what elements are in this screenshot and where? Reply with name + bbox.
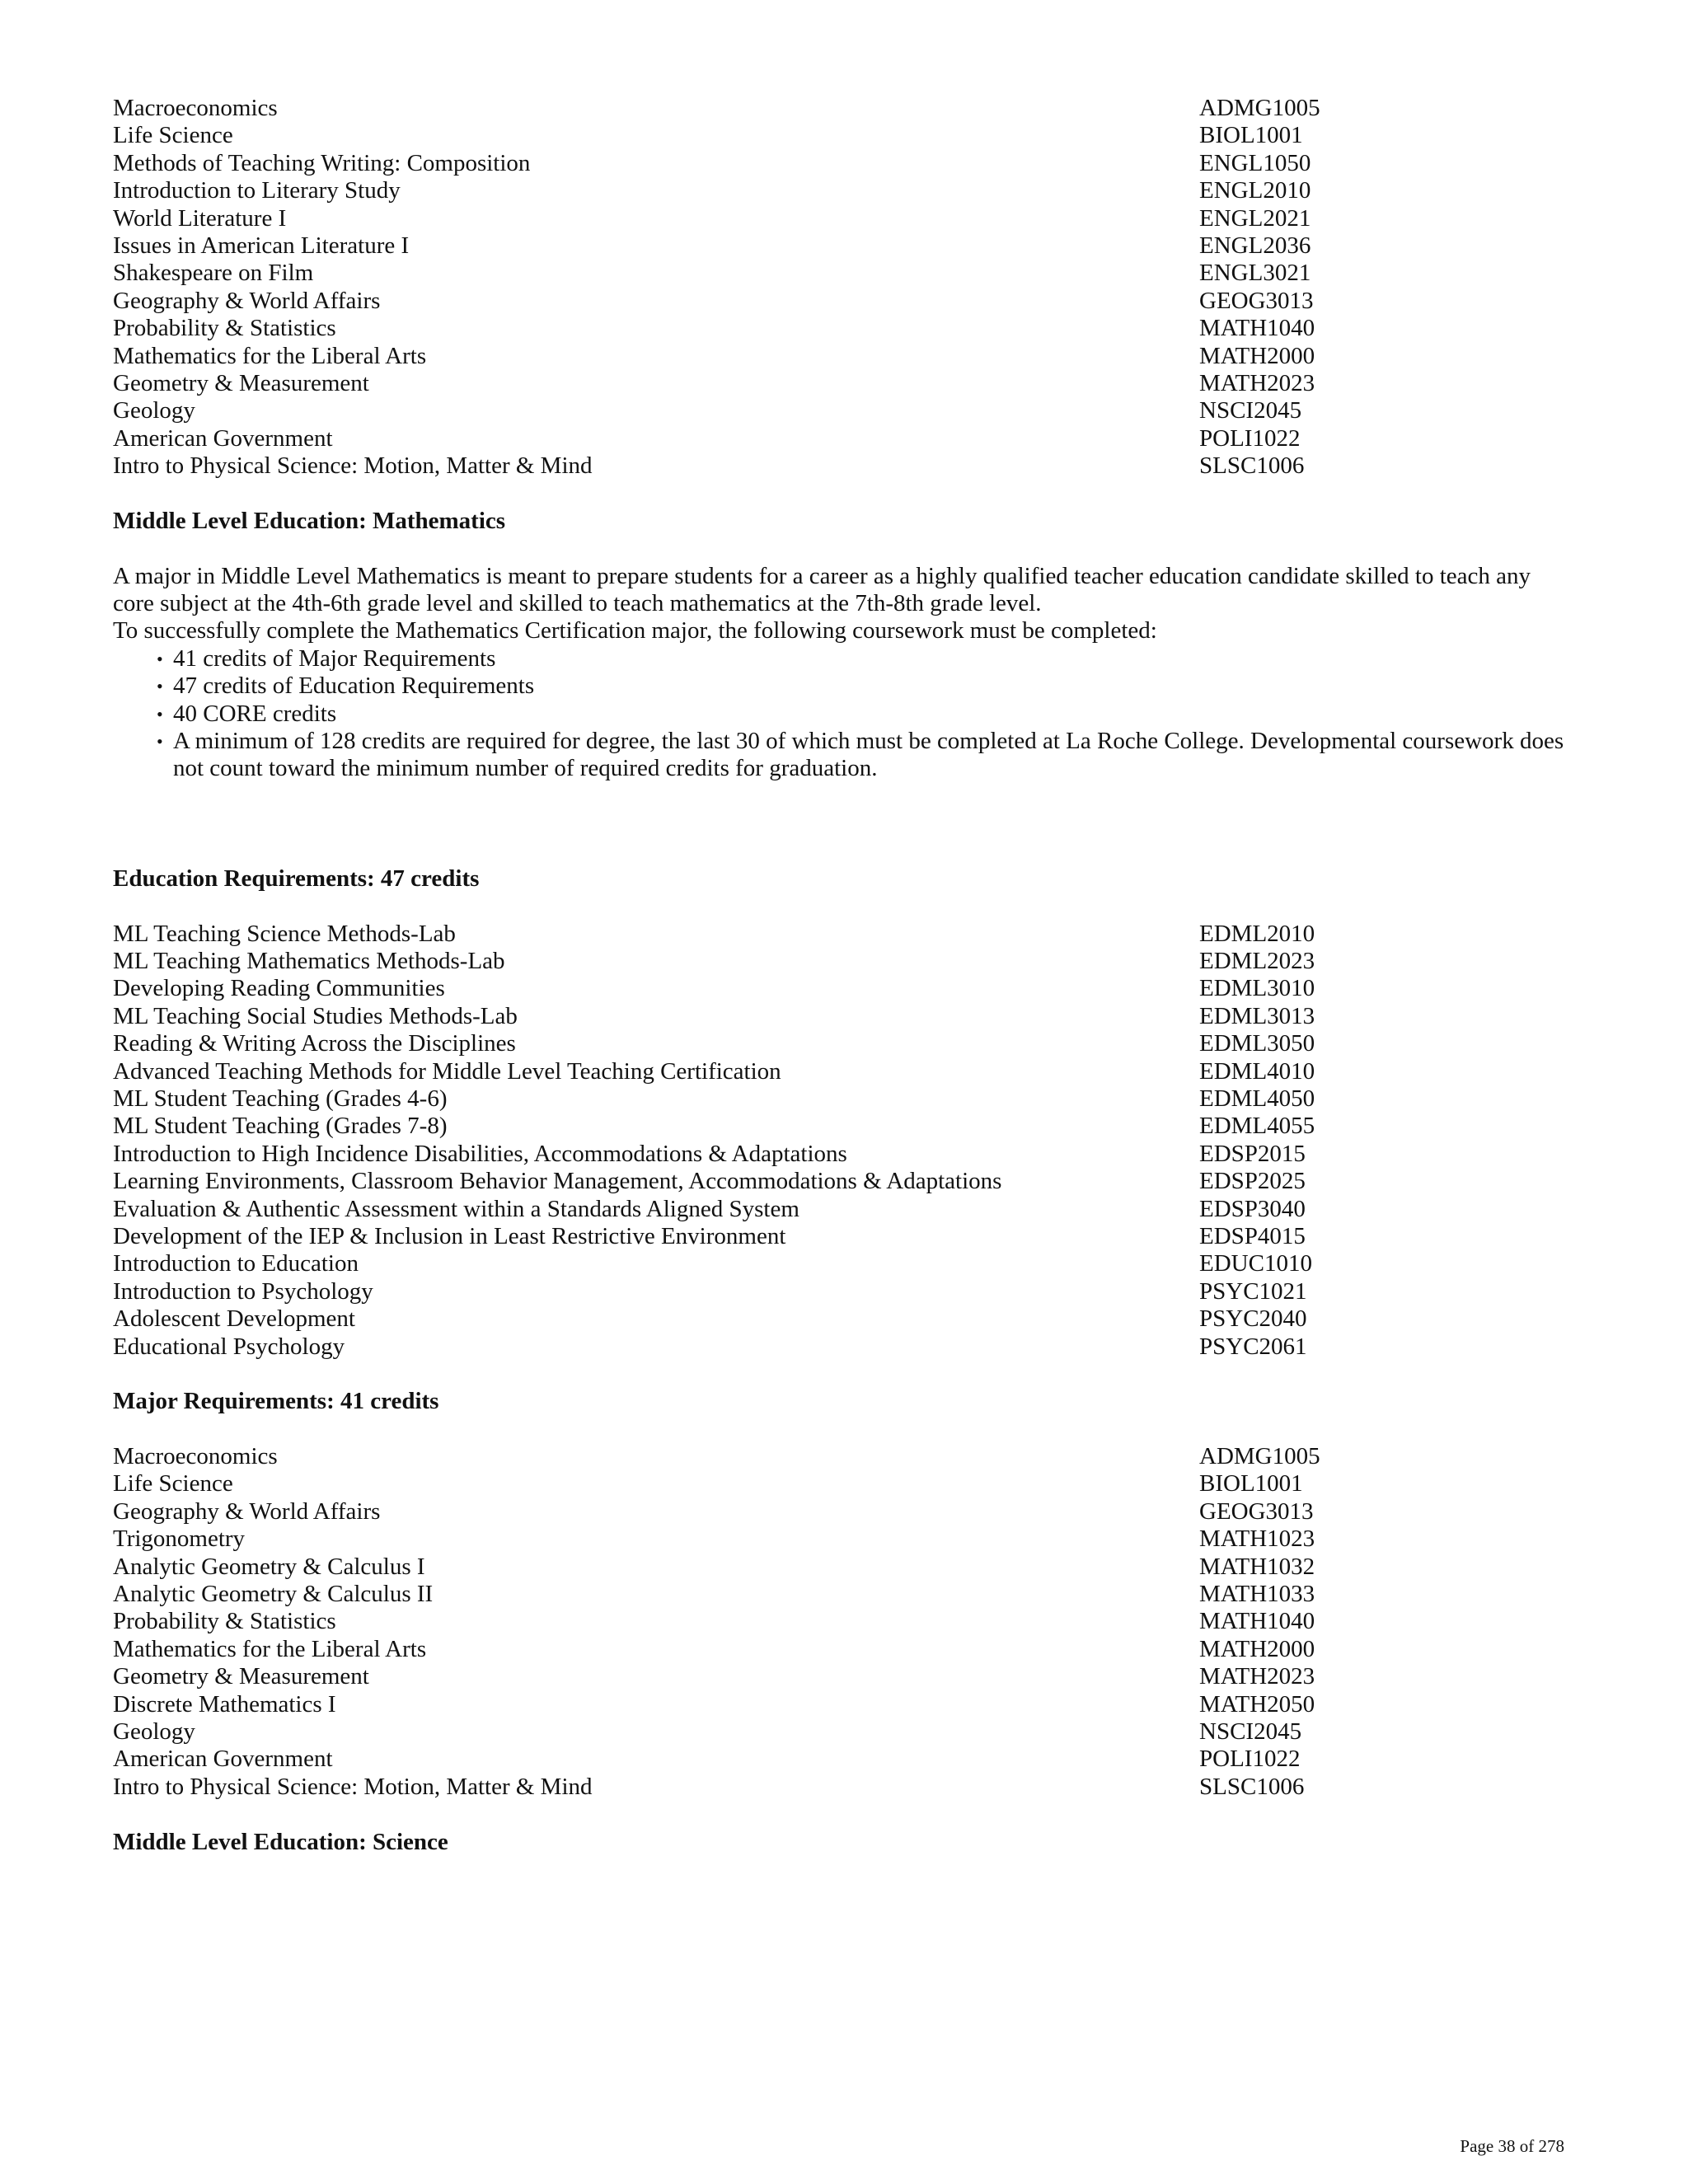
- course-name: Adolescent Development: [113, 1305, 355, 1333]
- table-row: [113, 1746, 1572, 1773]
- table-row: [113, 452, 1572, 480]
- course-code: EDML3050: [1199, 1030, 1315, 1057]
- table-row: [113, 1030, 1572, 1057]
- course-name: Intro to Physical Science: Motion, Matter & Mind: [113, 1773, 593, 1800]
- course-name: Educational Psychology: [113, 1333, 345, 1360]
- course-code: PSYC1021: [1199, 1277, 1307, 1305]
- table-row: [113, 1003, 1572, 1030]
- course-code: EDML2010: [1199, 920, 1315, 947]
- table-row: [113, 1691, 1572, 1718]
- course-name: Geology: [113, 397, 195, 424]
- course-code: MATH2050: [1199, 1690, 1315, 1718]
- table-row: [113, 1663, 1572, 1690]
- list-item: • 40 CORE credits: [157, 700, 337, 727]
- course-name: ML Student Teaching (Grades 4-6): [113, 1085, 448, 1113]
- course-name: Developing Reading Communities: [113, 975, 445, 1002]
- course-name: ML Teaching Mathematics Methods-Lab: [113, 948, 505, 975]
- table-row: [113, 150, 1572, 177]
- course-code: EDSP4015: [1199, 1222, 1306, 1249]
- course-name: Methods of Teaching Writing: Composition: [113, 149, 531, 176]
- course-name: Geology: [113, 1718, 195, 1745]
- course-code: EDML4055: [1199, 1113, 1315, 1140]
- course-name: Geography & World Affairs: [113, 1497, 381, 1525]
- course-name: Geometry & Measurement: [113, 1663, 369, 1690]
- table-row: [113, 397, 1572, 424]
- course-name: Introduction to High Incidence Disabilities, Accommodations & Adaptations: [113, 1140, 847, 1167]
- course-code: EDML3010: [1199, 975, 1315, 1002]
- table-row: [113, 948, 1572, 975]
- course-code: ENGL2021: [1199, 204, 1311, 232]
- table-row: [113, 1470, 1572, 1497]
- page-number: Page 38 of 278: [1460, 2136, 1564, 2156]
- math-lead-paragraph: To successfully complete the Mathematics Certification major, the following coursework must be completed:: [113, 617, 1157, 644]
- table-row: [113, 425, 1572, 452]
- course-code: MATH2000: [1199, 342, 1315, 369]
- major-requirements-title: Major Requirements: 41 credits: [113, 1388, 439, 1415]
- table-row: [113, 370, 1572, 397]
- table-row: [113, 921, 1572, 948]
- table-row: [113, 1223, 1572, 1250]
- table-row: [113, 1581, 1572, 1608]
- list-item: • A minimum of 128 credits are required for degree, the last 30 of which must be completed at La Roche College. Developmental coursework does not count toward the minimum number of required credits for graduation.: [157, 728, 1564, 782]
- bullet-icon: •: [157, 676, 163, 697]
- course-name: Discrete Mathematics I: [113, 1690, 336, 1718]
- course-code: NSCI2045: [1199, 397, 1302, 424]
- course-name: American Government: [113, 424, 333, 452]
- course-name: Introduction to Literary Study: [113, 177, 401, 204]
- course-name: Trigonometry: [113, 1526, 246, 1553]
- course-code: EDML4010: [1199, 1057, 1315, 1085]
- course-name: Mathematics for the Liberal Arts: [113, 1635, 427, 1662]
- course-name: Probability & Statistics: [113, 1608, 336, 1635]
- course-name: Intro to Physical Science: Motion, Matter & Mind: [113, 452, 593, 480]
- course-code: SLSC1006: [1199, 452, 1305, 480]
- top-course-list: [113, 95, 1572, 480]
- course-name: Evaluation & Authentic Assessment within a Standards Aligned System: [113, 1195, 799, 1222]
- course-code: EDUC1010: [1199, 1250, 1312, 1277]
- course-code: ENGL2036: [1199, 232, 1311, 259]
- course-code: ENGL3021: [1199, 260, 1311, 287]
- education-course-list: [113, 921, 1572, 1361]
- table-row: [113, 1058, 1572, 1085]
- course-code: EDML3013: [1199, 1002, 1315, 1029]
- course-name: Development of the IEP & Inclusion in Least Restrictive Environment: [113, 1222, 786, 1249]
- course-name: Probability & Statistics: [113, 315, 336, 342]
- table-row: [113, 232, 1572, 260]
- table-row: [113, 1718, 1572, 1746]
- course-code: MATH1040: [1199, 1608, 1315, 1635]
- table-row: [113, 1085, 1572, 1113]
- course-code: EDML4050: [1199, 1085, 1315, 1113]
- table-row: [113, 975, 1572, 1002]
- table-row: [113, 1305, 1572, 1333]
- page-content: [113, 95, 1572, 1856]
- course-name: World Literature I: [113, 204, 287, 232]
- course-code: MATH1023: [1199, 1526, 1315, 1553]
- bullet-icon: •: [157, 648, 163, 669]
- course-name: Introduction to Psychology: [113, 1277, 373, 1305]
- table-row: [113, 1608, 1572, 1635]
- course-code: NSCI2045: [1199, 1718, 1302, 1745]
- course-code: MATH1040: [1199, 315, 1315, 342]
- course-name: ML Student Teaching (Grades 7-8): [113, 1113, 448, 1140]
- course-code: MATH2023: [1199, 369, 1315, 396]
- course-name: Learning Environments, Classroom Behavior Management, Accommodations & Adaptations: [113, 1168, 1002, 1195]
- table-row: [113, 1526, 1572, 1553]
- course-code: BIOL1001: [1199, 1470, 1303, 1497]
- course-code: PSYC2061: [1199, 1333, 1307, 1360]
- table-row: [113, 1554, 1572, 1581]
- course-name: ML Teaching Science Methods-Lab: [113, 920, 456, 947]
- course-code: ADMG1005: [1199, 95, 1320, 121]
- table-row: [113, 1250, 1572, 1277]
- course-code: POLI1022: [1199, 1746, 1301, 1773]
- course-name: Shakespeare on Film: [113, 260, 314, 287]
- bullet-icon: •: [157, 703, 163, 724]
- course-name: Geometry & Measurement: [113, 369, 369, 396]
- course-name: Geography & World Affairs: [113, 287, 381, 314]
- course-name: Reading & Writing Across the Disciplines: [113, 1030, 516, 1057]
- course-code: BIOL1001: [1199, 122, 1303, 149]
- course-name: ML Teaching Social Studies Methods-Lab: [113, 1002, 518, 1029]
- course-code: GEOG3013: [1199, 1497, 1314, 1525]
- table-row: [113, 1113, 1572, 1140]
- course-code: EDSP2025: [1199, 1168, 1306, 1195]
- course-code: MATH2023: [1199, 1663, 1315, 1690]
- table-row: [113, 1333, 1572, 1361]
- course-code: EDML2023: [1199, 948, 1315, 975]
- math-requirements-list: [113, 645, 1572, 783]
- education-requirements-title: Education Requirements: 47 credits: [113, 865, 480, 892]
- table-row: [113, 1278, 1572, 1305]
- course-name: Introduction to Education: [113, 1250, 359, 1277]
- course-name: Macroeconomics: [113, 1443, 278, 1470]
- table-row: [113, 1774, 1572, 1801]
- course-code: ADMG1005: [1199, 1443, 1320, 1470]
- bullet-icon: •: [157, 731, 163, 752]
- table-row: [113, 1498, 1572, 1526]
- table-row: [113, 343, 1572, 370]
- course-code: GEOG3013: [1199, 287, 1314, 314]
- course-code: EDSP3040: [1199, 1195, 1306, 1222]
- course-name: Issues in American Literature I: [113, 232, 410, 259]
- course-code: MATH1033: [1199, 1581, 1315, 1608]
- course-name: Mathematics for the Liberal Arts: [113, 342, 427, 369]
- table-row: [113, 95, 1572, 122]
- list-item: • 41 credits of Major Requirements: [157, 644, 496, 672]
- table-row: [113, 1443, 1572, 1470]
- course-name: Analytic Geometry & Calculus I: [113, 1553, 425, 1580]
- table-row: [113, 315, 1572, 342]
- course-code: ENGL1050: [1199, 149, 1311, 176]
- course-name: American Government: [113, 1746, 333, 1773]
- table-row: [113, 122, 1572, 149]
- course-code: EDSP2015: [1199, 1140, 1306, 1167]
- course-name: Advanced Teaching Methods for Middle Level Teaching Certification: [113, 1057, 781, 1085]
- course-name: Analytic Geometry & Calculus II: [113, 1581, 434, 1608]
- table-row: [113, 260, 1572, 287]
- table-row: [113, 1636, 1572, 1663]
- table-row: [113, 1141, 1572, 1168]
- course-code: ENGL2010: [1199, 177, 1311, 204]
- major-course-list: [113, 1443, 1572, 1801]
- course-code: MATH1032: [1199, 1553, 1315, 1580]
- course-code: MATH2000: [1199, 1635, 1315, 1662]
- table-row: [113, 1168, 1572, 1195]
- table-row: [113, 288, 1572, 315]
- course-name: Macroeconomics: [113, 95, 278, 121]
- science-section-title: Middle Level Education: Science: [113, 1828, 448, 1855]
- table-row: [113, 1196, 1572, 1223]
- course-code: POLI1022: [1199, 424, 1301, 452]
- course-code: SLSC1006: [1199, 1773, 1305, 1800]
- table-row: [113, 177, 1572, 204]
- course-code: PSYC2040: [1199, 1305, 1307, 1333]
- list-item: • 47 credits of Education Requirements: [157, 673, 535, 700]
- course-name: Life Science: [113, 122, 233, 149]
- table-row: [113, 205, 1572, 232]
- course-name: Life Science: [113, 1470, 233, 1497]
- math-section-title: Middle Level Education: Mathematics: [113, 507, 506, 534]
- math-intro-paragraph: A major in Middle Level Mathematics is meant to prepare students for a career as a highly qualified teacher education candidate skilled to teach any core subject at the 4th-6th grade level and skilled to teach mathematics at the 7th-8th grade level.: [113, 562, 1531, 617]
